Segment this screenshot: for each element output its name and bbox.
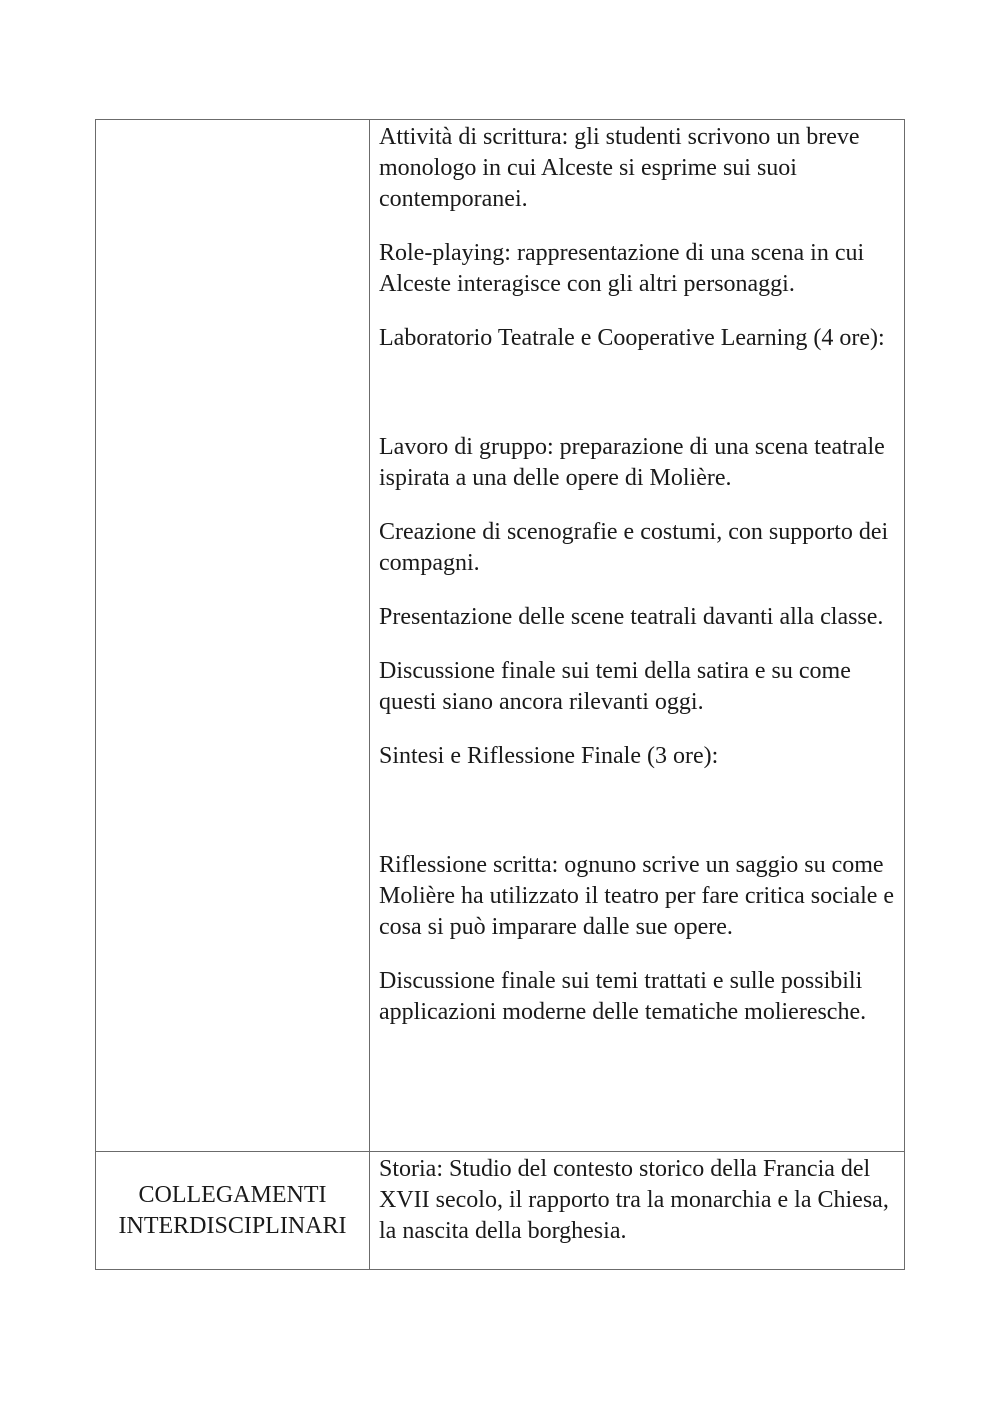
paragraph-sets-costumes: Creazione di scenografie e costumi, con supporto dei compagni. bbox=[379, 519, 889, 576]
paragraph-theatre-lab-heading: Laboratorio Teatrale e Cooperative Learning (4 ore): bbox=[379, 325, 885, 351]
paragraph-synthesis-heading: Sintesi e Riflessione Finale (3 ore): bbox=[379, 743, 719, 769]
label-line-1: COLLEGAMENTI bbox=[138, 1182, 327, 1208]
paragraph-final-discussion-themes: Discussione finale sui temi trattati e sulle possibili applicazioni moderne delle tematiche molieresche. bbox=[379, 968, 867, 1025]
paragraph-role-playing: Role-playing: rappresentazione di una scena in cui Alceste interagisce con gli altri personaggi. bbox=[379, 240, 865, 297]
lesson-plan-table bbox=[95, 119, 905, 1270]
paragraph-group-work: Lavoro di gruppo: preparazione di una scena teatrale ispirata a una delle opere di Molière. bbox=[379, 434, 885, 491]
label-line-2: INTERDISCIPLINARI bbox=[118, 1213, 347, 1239]
table-cell-history-link bbox=[369, 1151, 905, 1270]
paragraph-history: Storia: Studio del contesto storico della Francia del XVII secolo, il rapporto tra la monarchia e la Chiesa, la nascita della borghesia. bbox=[379, 1156, 889, 1244]
paragraph-final-discussion-satire: Discussione finale sui temi della satira e su come questi siano ancora rilevanti oggi. bbox=[379, 658, 851, 715]
paragraph-written-reflection: Riflessione scritta: ognuno scrive un saggio su come Molière ha utilizzato il teatro per fare critica sociale e cosa si può imparare dalle sue opere. bbox=[379, 852, 895, 940]
paragraph-writing-activity: Attività di scrittura: gli studenti scrivono un breve monologo in cui Alceste si esprime sui suoi contemporanei. bbox=[379, 124, 860, 212]
table-cell-empty-label bbox=[95, 119, 370, 1152]
interdisciplinary-label bbox=[96, 1180, 369, 1242]
table-cell-activities bbox=[369, 119, 905, 1152]
paragraph-presentation: Presentazione delle scene teatrali davanti alla classe. bbox=[379, 604, 884, 630]
table-cell-label-interdisciplinary bbox=[95, 1151, 370, 1270]
activities-content bbox=[379, 122, 896, 1051]
